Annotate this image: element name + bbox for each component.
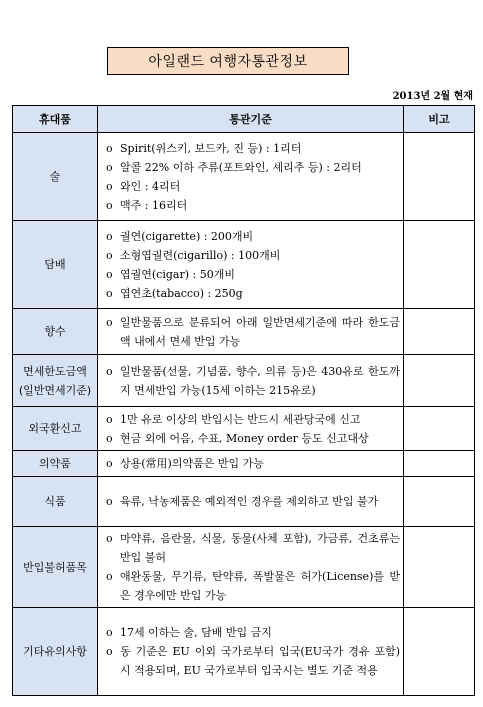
table-row: [13, 527, 475, 608]
note-cell: [404, 133, 475, 221]
table-row: [13, 309, 475, 355]
note-cell: [404, 355, 475, 407]
standard-list: [104, 454, 400, 473]
table-row: [13, 407, 475, 451]
list-item: o 1만 유로 이상의 반입시는 반드시 세관당국에 신고: [104, 410, 400, 429]
table-row: [13, 133, 475, 221]
standard-cell: [98, 355, 404, 407]
note-cell: [404, 527, 475, 608]
list-item: o 마약류, 음란물, 식물, 동물(사체 포함), 가금류, 건초류는 반입 불허: [104, 529, 400, 567]
standard-list: [104, 139, 400, 215]
standard-cell: [98, 221, 404, 309]
customs-table: [12, 105, 475, 696]
category-cell: 면세한도금액 (일반면세기준): [13, 355, 98, 407]
category-cell: 반입불허품목: [13, 527, 98, 608]
table-row: [13, 355, 475, 407]
standard-list: [104, 492, 400, 511]
standard-list: [104, 623, 400, 680]
list-item: o 일반물품으로 분류되어 아래 일반면세기준에 따라 한도금액 내에서 면세 반입 가능: [104, 313, 400, 351]
standard-cell: [98, 527, 404, 608]
standard-list: [104, 410, 400, 448]
category-cell: 식품: [13, 477, 98, 527]
date-label: 2013년 2월 현재: [392, 91, 473, 102]
standard-cell: [98, 608, 404, 696]
note-cell: [404, 608, 475, 696]
header-item: 휴대품: [13, 106, 98, 133]
category-cell: 술: [13, 133, 98, 221]
category-cell: 담배: [13, 221, 98, 309]
table-row: [13, 221, 475, 309]
header-standard: 통관기준: [98, 106, 404, 133]
list-item: o 17세 이하는 술, 담배 반입 금지: [104, 623, 400, 642]
note-cell: [404, 407, 475, 451]
category-cell: 의약품: [13, 451, 98, 477]
list-item: o 일반물품(선물, 기념품, 향수, 의류 등)은 430유로 한도까지 면세반입 가능(15세 이하는 215유로): [104, 362, 400, 400]
table-row: [13, 477, 475, 527]
standard-cell: [98, 309, 404, 355]
standard-cell: [98, 133, 404, 221]
list-item: o 맥주 : 16리터: [104, 196, 400, 215]
note-cell: [404, 477, 475, 527]
list-item: o 엽연초(tabacco) : 250g: [104, 284, 400, 303]
header-note: 비고: [404, 106, 475, 133]
standard-cell: [98, 451, 404, 477]
standard-list: [104, 362, 400, 400]
standard-cell: [98, 407, 404, 451]
list-item: o 엽궐연(cigar) : 50개비: [104, 265, 400, 284]
list-item: o 애완동물, 무기류, 탄약류, 폭발물은 허가(License)를 받은 경우에만 반입 가능: [104, 567, 400, 605]
header-row: [13, 106, 475, 133]
list-item: o 알콜 22% 이하 주류(포트와인, 셰리주 등) : 2리터: [104, 158, 400, 177]
list-item: o 상용(常用)의약품은 반입 가능: [104, 454, 400, 473]
note-cell: [404, 221, 475, 309]
category-cell: 향수: [13, 309, 98, 355]
list-item: o 와인 : 4리터: [104, 177, 400, 196]
list-item: o 소형엽궐련(cigarillo) : 100개비: [104, 246, 400, 265]
list-item: o 육류, 낙농제품은 예외적인 경우를 제외하고 반입 불가: [104, 492, 400, 511]
note-cell: [404, 309, 475, 355]
table-row: [13, 451, 475, 477]
list-item: o 현금 외에 어음, 수표, Money order 등도 신고대상: [104, 429, 400, 448]
category-cell: 기타유의사항: [13, 608, 98, 696]
standard-list: [104, 313, 400, 351]
list-item: o Spirit(위스키, 보드카, 진 등) : 1리터: [104, 139, 400, 158]
page-title: 아일랜드 여행자통관정보: [107, 47, 349, 75]
list-item: o 동 기준은 EU 이외 국가로부터 입국(EU국가 경유 포함)시 적용되며, EU 국가로부터 입국시는 별도 기준 적용: [104, 642, 400, 680]
note-cell: [404, 451, 475, 477]
category-cell: 외국환신고: [13, 407, 98, 451]
standard-list: [104, 529, 400, 605]
table-row: [13, 608, 475, 696]
standard-cell: [98, 477, 404, 527]
list-item: o 궐연(cigarette) : 200개비: [104, 227, 400, 246]
standard-list: [104, 227, 400, 303]
